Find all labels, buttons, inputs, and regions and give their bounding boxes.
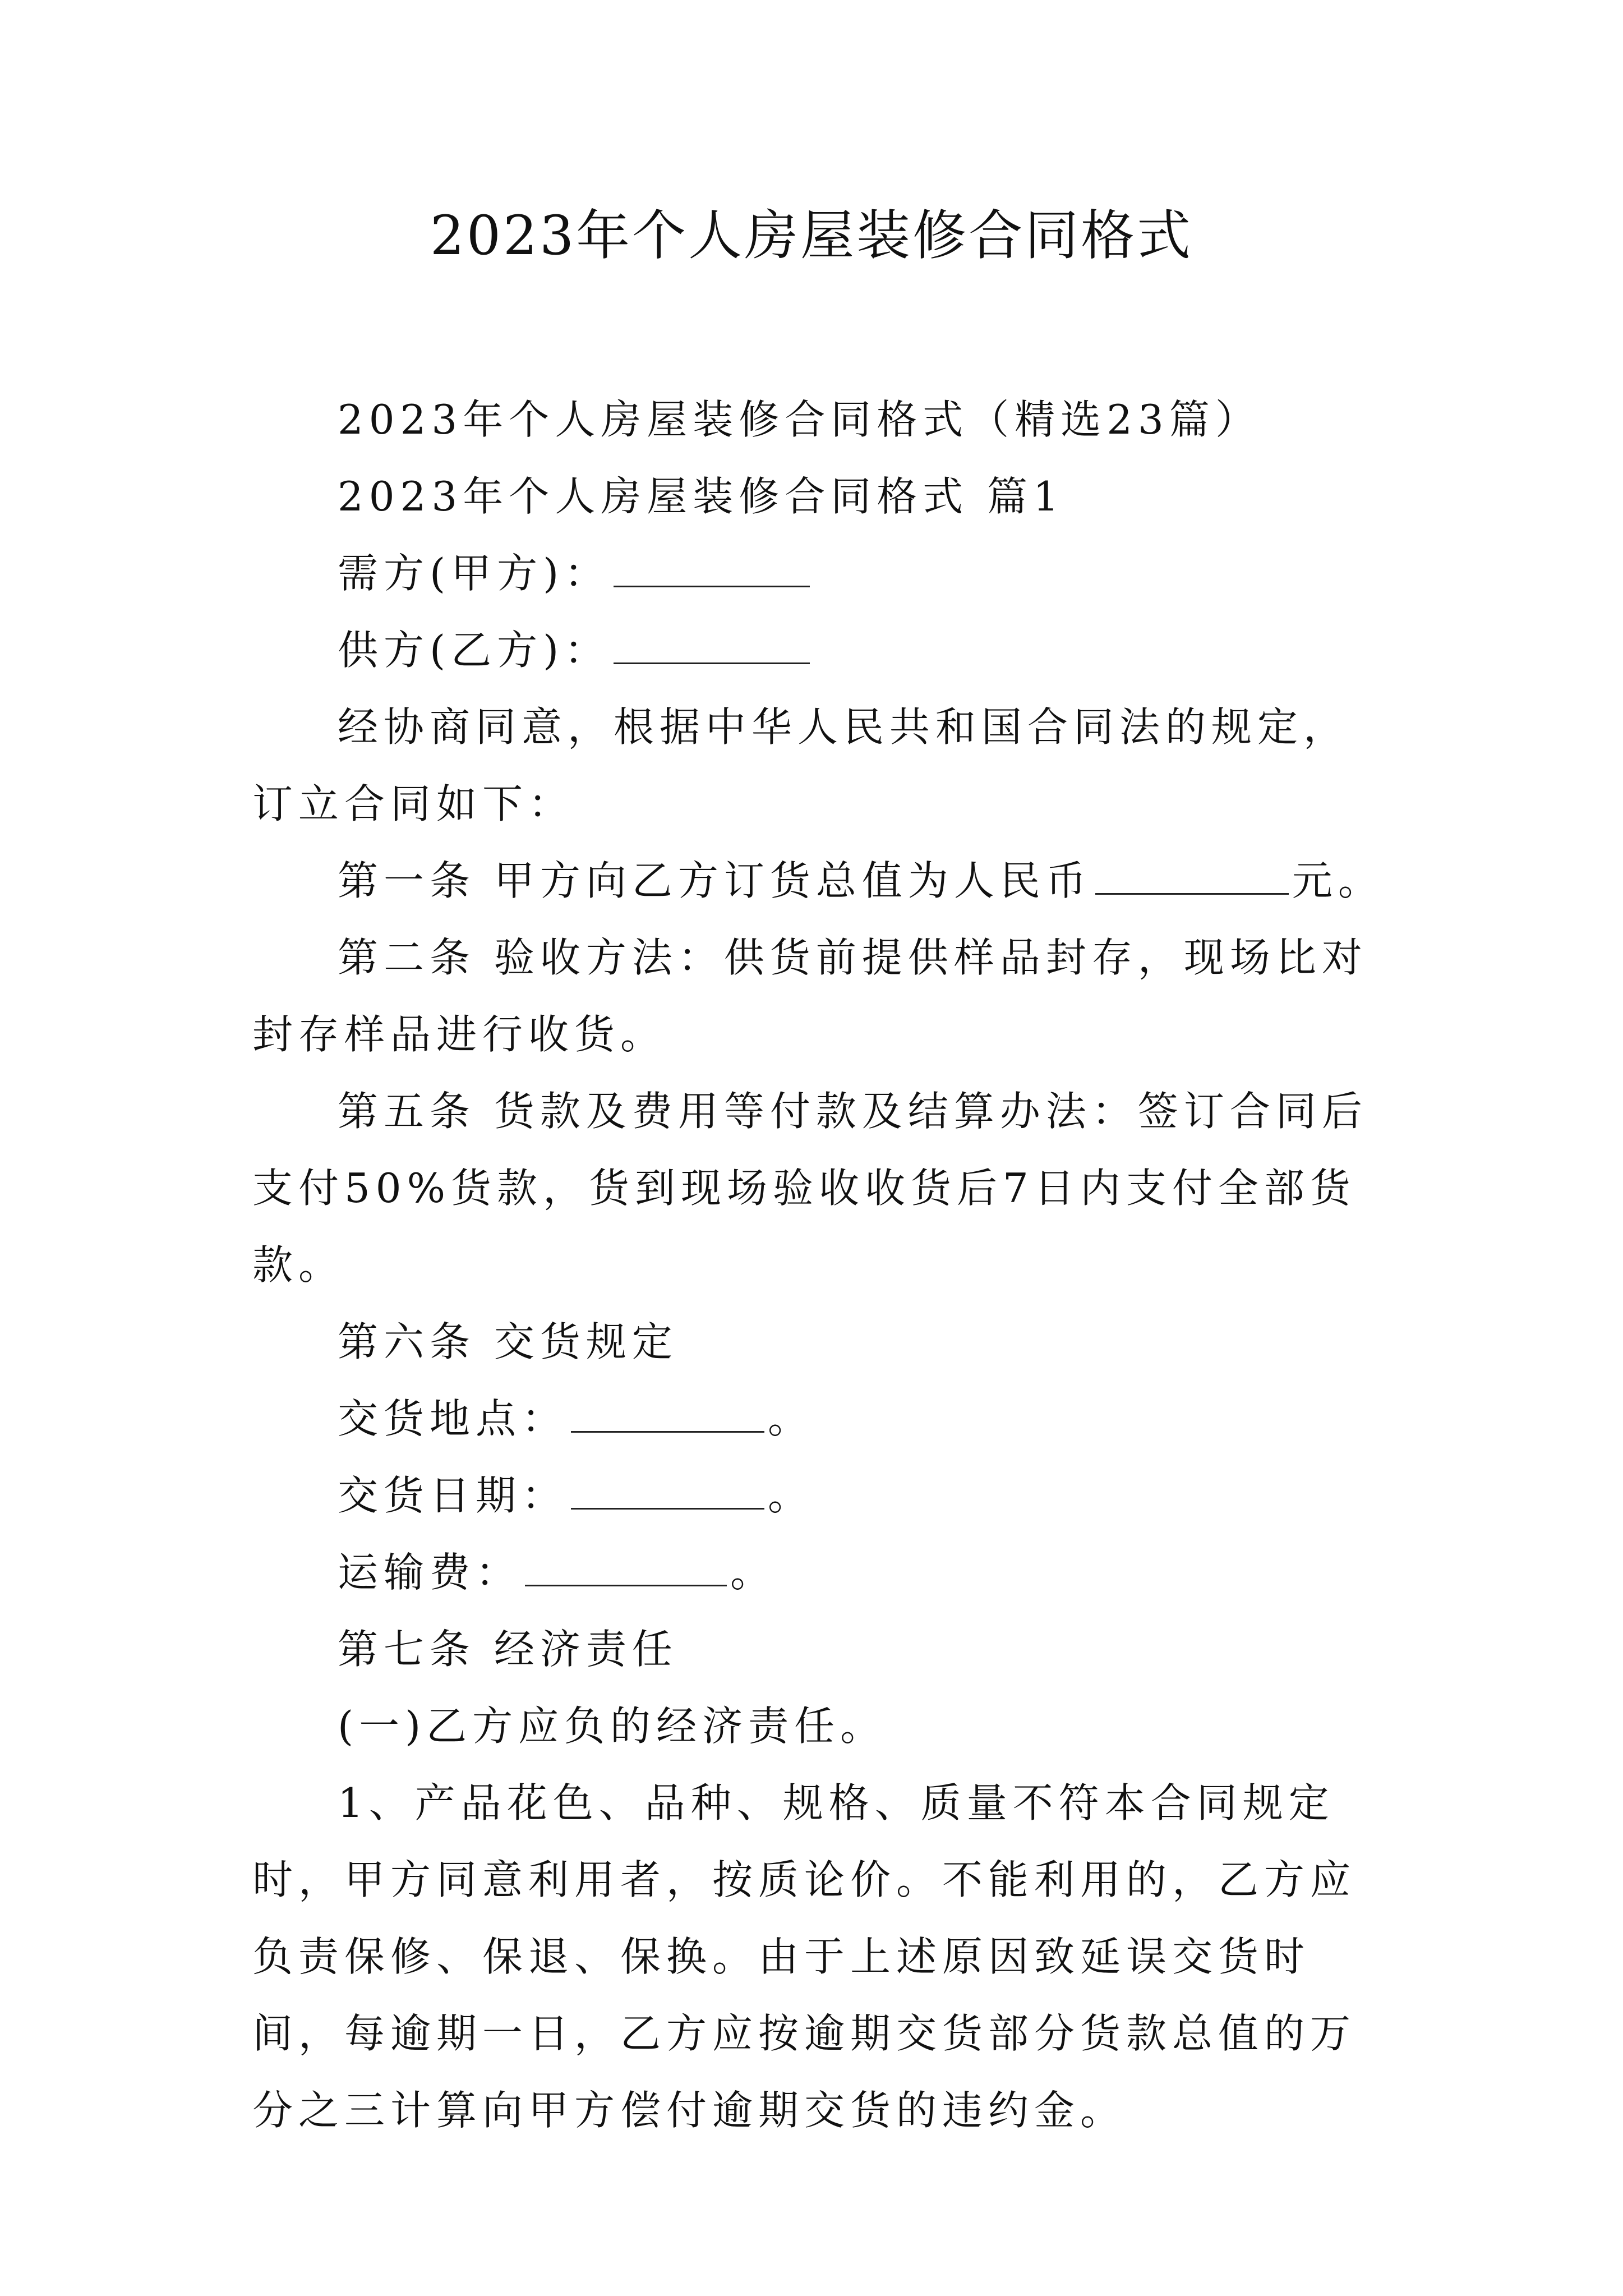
article-1-amount-blank bbox=[1095, 859, 1289, 895]
delivery-location-suffix: 。 bbox=[768, 1395, 814, 1442]
article-1-suffix: 元。 bbox=[1292, 857, 1384, 904]
paragraph-section-heading: 2023年个人房屋装修合同格式 篇1 bbox=[338, 473, 1064, 520]
delivery-date-line bbox=[252, 1457, 1391, 1534]
paragraph-subtitle: 2023年个人房屋装修合同格式（精选23篇） bbox=[338, 396, 1261, 443]
party-a-label: 需方(甲方)： bbox=[338, 550, 611, 597]
delivery-date-suffix: 。 bbox=[768, 1472, 814, 1519]
delivery-location-blank bbox=[571, 1397, 764, 1433]
freight-blank bbox=[525, 1551, 727, 1586]
paragraph-intro: 经协商同意，根据中华人民共和国合同法的规定，订立合同如下： bbox=[252, 703, 1350, 827]
article-2-paragraph: 第二条 验收方法：供货前提供样品封存，现场比对封存样品进行收货。 bbox=[252, 934, 1368, 1058]
party-b-label: 供方(乙方)： bbox=[338, 627, 611, 674]
document-body bbox=[252, 381, 1391, 2149]
freight-line bbox=[252, 1534, 1391, 1611]
delivery-date-blank bbox=[571, 1474, 764, 1510]
party-b-blank bbox=[614, 629, 810, 664]
article-5-paragraph: 第五条 货款及费用等付款及结算办法：签订合同后支付50%货款，货到现场验收收货后7日内支付全部货款。 bbox=[252, 1088, 1368, 1289]
freight-suffix: 。 bbox=[730, 1549, 777, 1596]
freight-label: 运输费： bbox=[338, 1549, 522, 1596]
clause-1-heading: (一)乙方应负的经济责任。 bbox=[338, 1703, 887, 1750]
party-a-blank bbox=[614, 552, 810, 587]
article-6-heading: 第六条 交货规定 bbox=[338, 1318, 678, 1365]
party-b-line bbox=[252, 612, 1391, 689]
document-title: 2023年个人房屋装修合同格式 bbox=[430, 204, 1193, 267]
party-a-line bbox=[252, 535, 1391, 612]
delivery-date-label: 交货日期： bbox=[338, 1472, 568, 1519]
article-1-line bbox=[252, 843, 1391, 919]
clause-1-item-1: 1、产品花色、品种、规格、质量不符本合同规定时，甲方同意利用者，按质论价。不能利用的，乙方应负责保修、保退、保换。由于上述原因致延误交货时间，每逾期一日，乙方应按逾期交货部分货款总值的万分之三计算向甲方偿付逾期交货的违约金。 bbox=[252, 1779, 1357, 2134]
delivery-location-label: 交货地点： bbox=[338, 1395, 568, 1442]
article-1-prefix: 第一条 甲方向乙方订货总值为人民币 bbox=[338, 857, 1092, 904]
delivery-location-line bbox=[252, 1381, 1391, 1457]
article-7-heading: 第七条 经济责任 bbox=[338, 1626, 678, 1673]
